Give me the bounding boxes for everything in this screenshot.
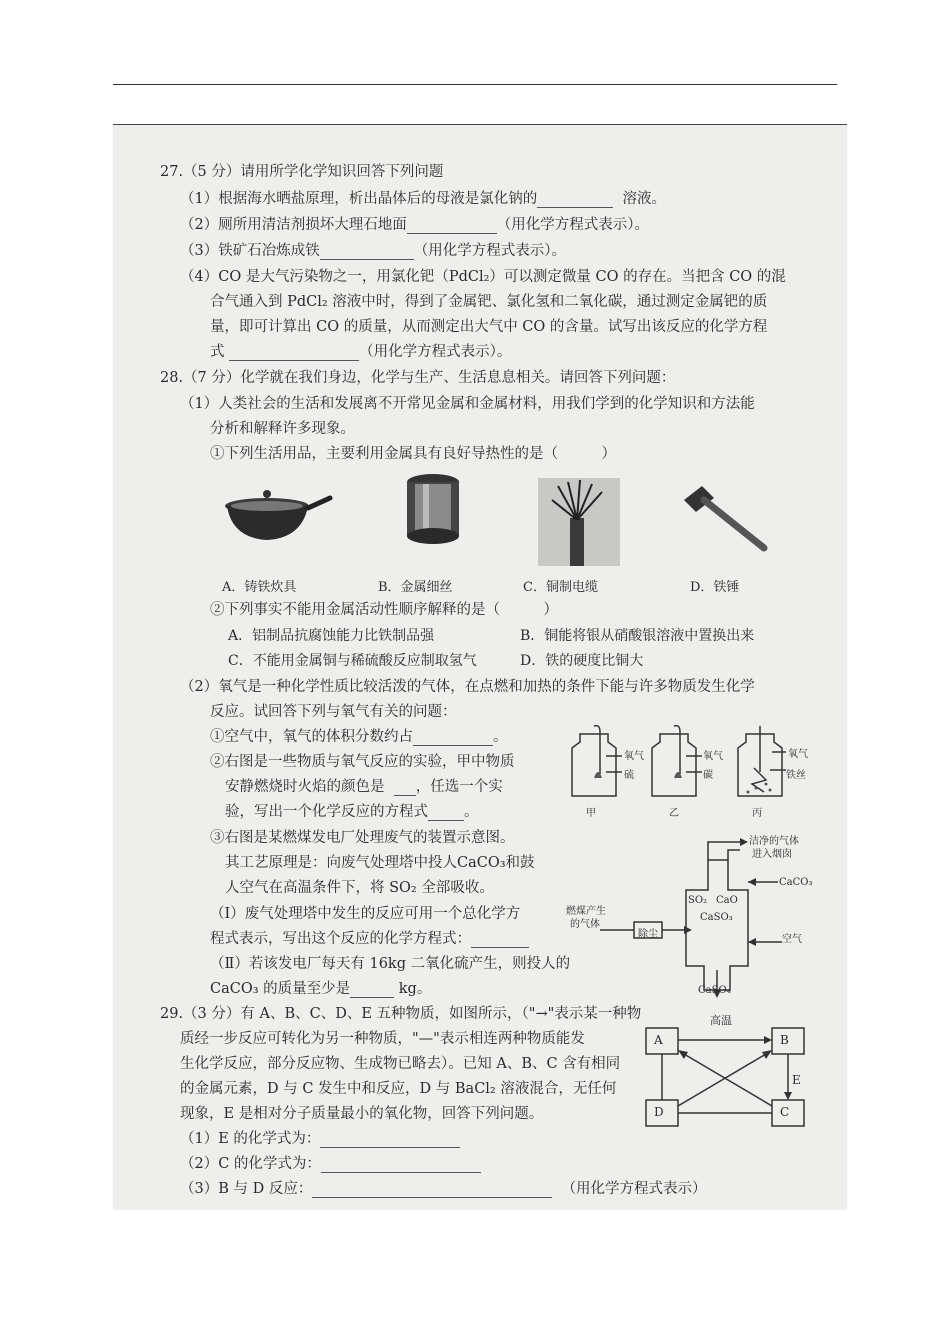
q27-part4-line3: 量，即可计算出 CO 的质量，从而测定出大气中 CO 的含量。试写出该反应的化学方程 [210, 319, 768, 335]
q29-line1: 29.（3 分）有 A、B、C、D、E 五种物质，如图所示，（"→"表示某一种物 [160, 1006, 642, 1022]
header-rule [113, 84, 837, 85]
clean-gas-label-line2: 进入烟囱 [752, 849, 792, 860]
node-c: C [780, 1105, 790, 1119]
caso3-label: CaSO₃ [700, 912, 733, 923]
high-temp-label: 高温 [710, 1014, 732, 1027]
q29-line2: 质经一步反应可转化为另一种物质，"—"表示相连两种物质能发 [180, 1031, 585, 1047]
q27-part4-line4: 式 （用化学方程式表示）。 [210, 344, 512, 360]
bottle-yi-oxygen-label: 氧气 [703, 751, 723, 762]
bottle-bing-oxygen-label: 氧气 [788, 749, 808, 760]
copper-cable-image [538, 478, 620, 566]
option-a-label: A．铸铁炊具 [222, 580, 297, 595]
abcde-relationship-diagram [640, 1010, 820, 1130]
bottle-yi-charcoal-label: 碳 [703, 770, 713, 781]
q29-answer3: （3）B 与 D 反应： （用化学方程式表示） [180, 1181, 707, 1197]
node-d: D [654, 1105, 664, 1119]
q28-sub2-option-a: A．铝制品抗腐蚀能力比铁制品强 [228, 628, 435, 644]
bottle-bing-caption: 丙 [752, 808, 762, 819]
answer-blank[interactable] [320, 1133, 460, 1148]
oxygen-combustion-bottles-figure [566, 726, 816, 826]
caco3-input-label: CaCO₃ [779, 877, 813, 888]
option-b-label: B．金属细丝 [378, 580, 453, 595]
answer-blank[interactable] [321, 1158, 481, 1173]
answer-blank[interactable] [407, 219, 497, 234]
caso4-output-label: CaSO₄ [698, 985, 731, 996]
answer-blank[interactable] [312, 1183, 552, 1198]
q29-line4: 的金属元素，D 与 C 发生中和反应，D 与 BaCl₂ 溶液混合，无任何 [180, 1081, 617, 1097]
q28-part2-s3-line3: 人空气在高温条件下，将 SO₂ 全部吸收。 [225, 880, 494, 896]
bottle-bing-iron-wire-label: 铁丝 [786, 770, 806, 781]
bottle-jia-caption: 甲 [586, 808, 596, 819]
q28-part2-s3-line4: （Ⅰ）废气处理塔中发生的反应可用一个总化学方 [210, 906, 521, 922]
answer-blank[interactable] [471, 933, 529, 948]
edge-e-label: E [792, 1073, 801, 1087]
q28-part1-line2: 分析和解释许多现象。 [210, 421, 355, 437]
q28-part2-line2: 反应。试回答下列与氧气有关的问题： [210, 704, 457, 720]
wok-image [222, 482, 332, 552]
answer-blank[interactable] [320, 245, 414, 260]
coal-gas-label-line1: 燃煤产生 [566, 906, 606, 917]
q27-part4-line2: 合气通入到 PdCl₂ 溶液中时，得到了金属钯、氯化氢和二氧化碳，通过测定金属钯的质 [210, 294, 768, 310]
q27-part4-line1: （4）CO 是大气污染物之一，用氯化钯（PdCl₂）可以测定微量 CO 的存在。当把含 CO 的混 [180, 269, 786, 285]
q28-part1-line1: （1）人类社会的生活和发展离不开常见金属和金属材料，用我们学到的化学知识和方法能 [180, 396, 755, 412]
bottle-yi-caption: 乙 [669, 808, 679, 819]
q28-sub1-question: ①下列生活用品，主要利用金属具有良好导热性的是（ ） [210, 446, 616, 462]
q28-sub2-option-d: D．铁的硬度比铜大 [520, 653, 644, 669]
answer-blank[interactable] [229, 346, 359, 361]
q29-answer2: （2）C 的化学式为： [180, 1155, 481, 1173]
q28-part2-s2-line2: 安静燃烧时火焰的颜色是 ，任选一个实 [225, 779, 503, 795]
air-input-label: 空气 [782, 934, 802, 945]
q28-title: 28.（7 分）化学就在我们身边，化学与生产、生活息息相关。请回答下列问题： [160, 370, 676, 386]
q28-part2-s3-line7: CaCO₃ 的质量至少是 kg。 [210, 981, 432, 997]
bottle-jia-oxygen-label: 氧气 [624, 751, 644, 762]
node-a: A [654, 1033, 663, 1047]
q28-part2-s2-line3: 验，写出一个化学反应的方程式 。 [225, 804, 479, 820]
q27-part2: （2）厕所用清洁剂损坏大理石地面 （用化学方程式表示）。 [180, 217, 649, 233]
bottle-jia-sulfur-label: 硫 [624, 770, 634, 781]
q28-part2-s3-line6: （Ⅱ）若该发电厂每天有 16kg 二氧化硫产生，则投人的 [210, 956, 571, 972]
answer-blank[interactable] [394, 781, 416, 796]
q29-line5: 现象，E 是相对分子质量最小的氧化物，回答下列问题。 [180, 1106, 544, 1122]
hammer-image [680, 482, 770, 554]
cao-label: CaO [716, 895, 738, 906]
q27-title: 27.（5 分）请用所学化学知识回答下列问题 [160, 164, 444, 180]
q29-answer1: （1）E 的化学式为： [180, 1130, 460, 1148]
q28-part2-s3-line2: 其工艺原理是：向废气处理塔中投人CaCO₃和鼓 [225, 855, 535, 871]
so2-label: SO₂ [688, 895, 708, 906]
coal-gas-label-line2: 的气体 [570, 919, 600, 930]
q28-sub2-option-c: C．不能用金属铜与稀硫酸反应制取氢气 [228, 653, 477, 669]
option-c-label: C．铜制电缆 [523, 580, 598, 595]
answer-blank[interactable] [350, 983, 394, 998]
answer-blank[interactable] [537, 193, 613, 208]
q28-sub2-option-b: B．铜能将银从硝酸银溶液中置换出来 [520, 628, 755, 644]
node-b: B [780, 1033, 789, 1047]
q28-part2-line1: （2）氧气是一种化学性质比较活泼的气体，在点燃和加热的条件下能与许多物质发生化学 [180, 679, 755, 695]
answer-blank[interactable] [428, 806, 464, 821]
dust-removal-label: 除尘 [638, 929, 658, 940]
option-d-label: D．铁锤 [690, 580, 740, 595]
q27-part1: （1）根据海水晒盐原理，析出晶体后的母液是氯化钠的 溶液。 [180, 191, 666, 207]
clean-gas-label-line1: 洁净的气体 [749, 836, 799, 847]
q28-part2-s1: ①空气中，氧气的体积分数约占 。 [210, 729, 508, 745]
q27-part3: （3）铁矿石冶炼成铁 （用化学方程式表示）。 [180, 243, 566, 259]
answer-blank[interactable] [413, 731, 493, 746]
q28-part2-s3-line5: 程式表示，写出这个反应的化学方程式： [210, 930, 529, 948]
q28-part2-s3-line1: ③右图是某燃煤发电厂处理废气的装置示意图。 [210, 830, 515, 846]
q28-part2-s2-line1: ②右图是一些物质与氧气反应的实验，甲中物质 [210, 754, 515, 770]
q29-line3: 生化学反应，部分反应物、生成物已略去）。已知 A、B、C 含有相同 [180, 1056, 621, 1072]
q28-sub2-question: ②下列事实不能用金属活动性顺序解释的是（ ） [210, 602, 558, 618]
wire-spool-image [403, 472, 463, 552]
